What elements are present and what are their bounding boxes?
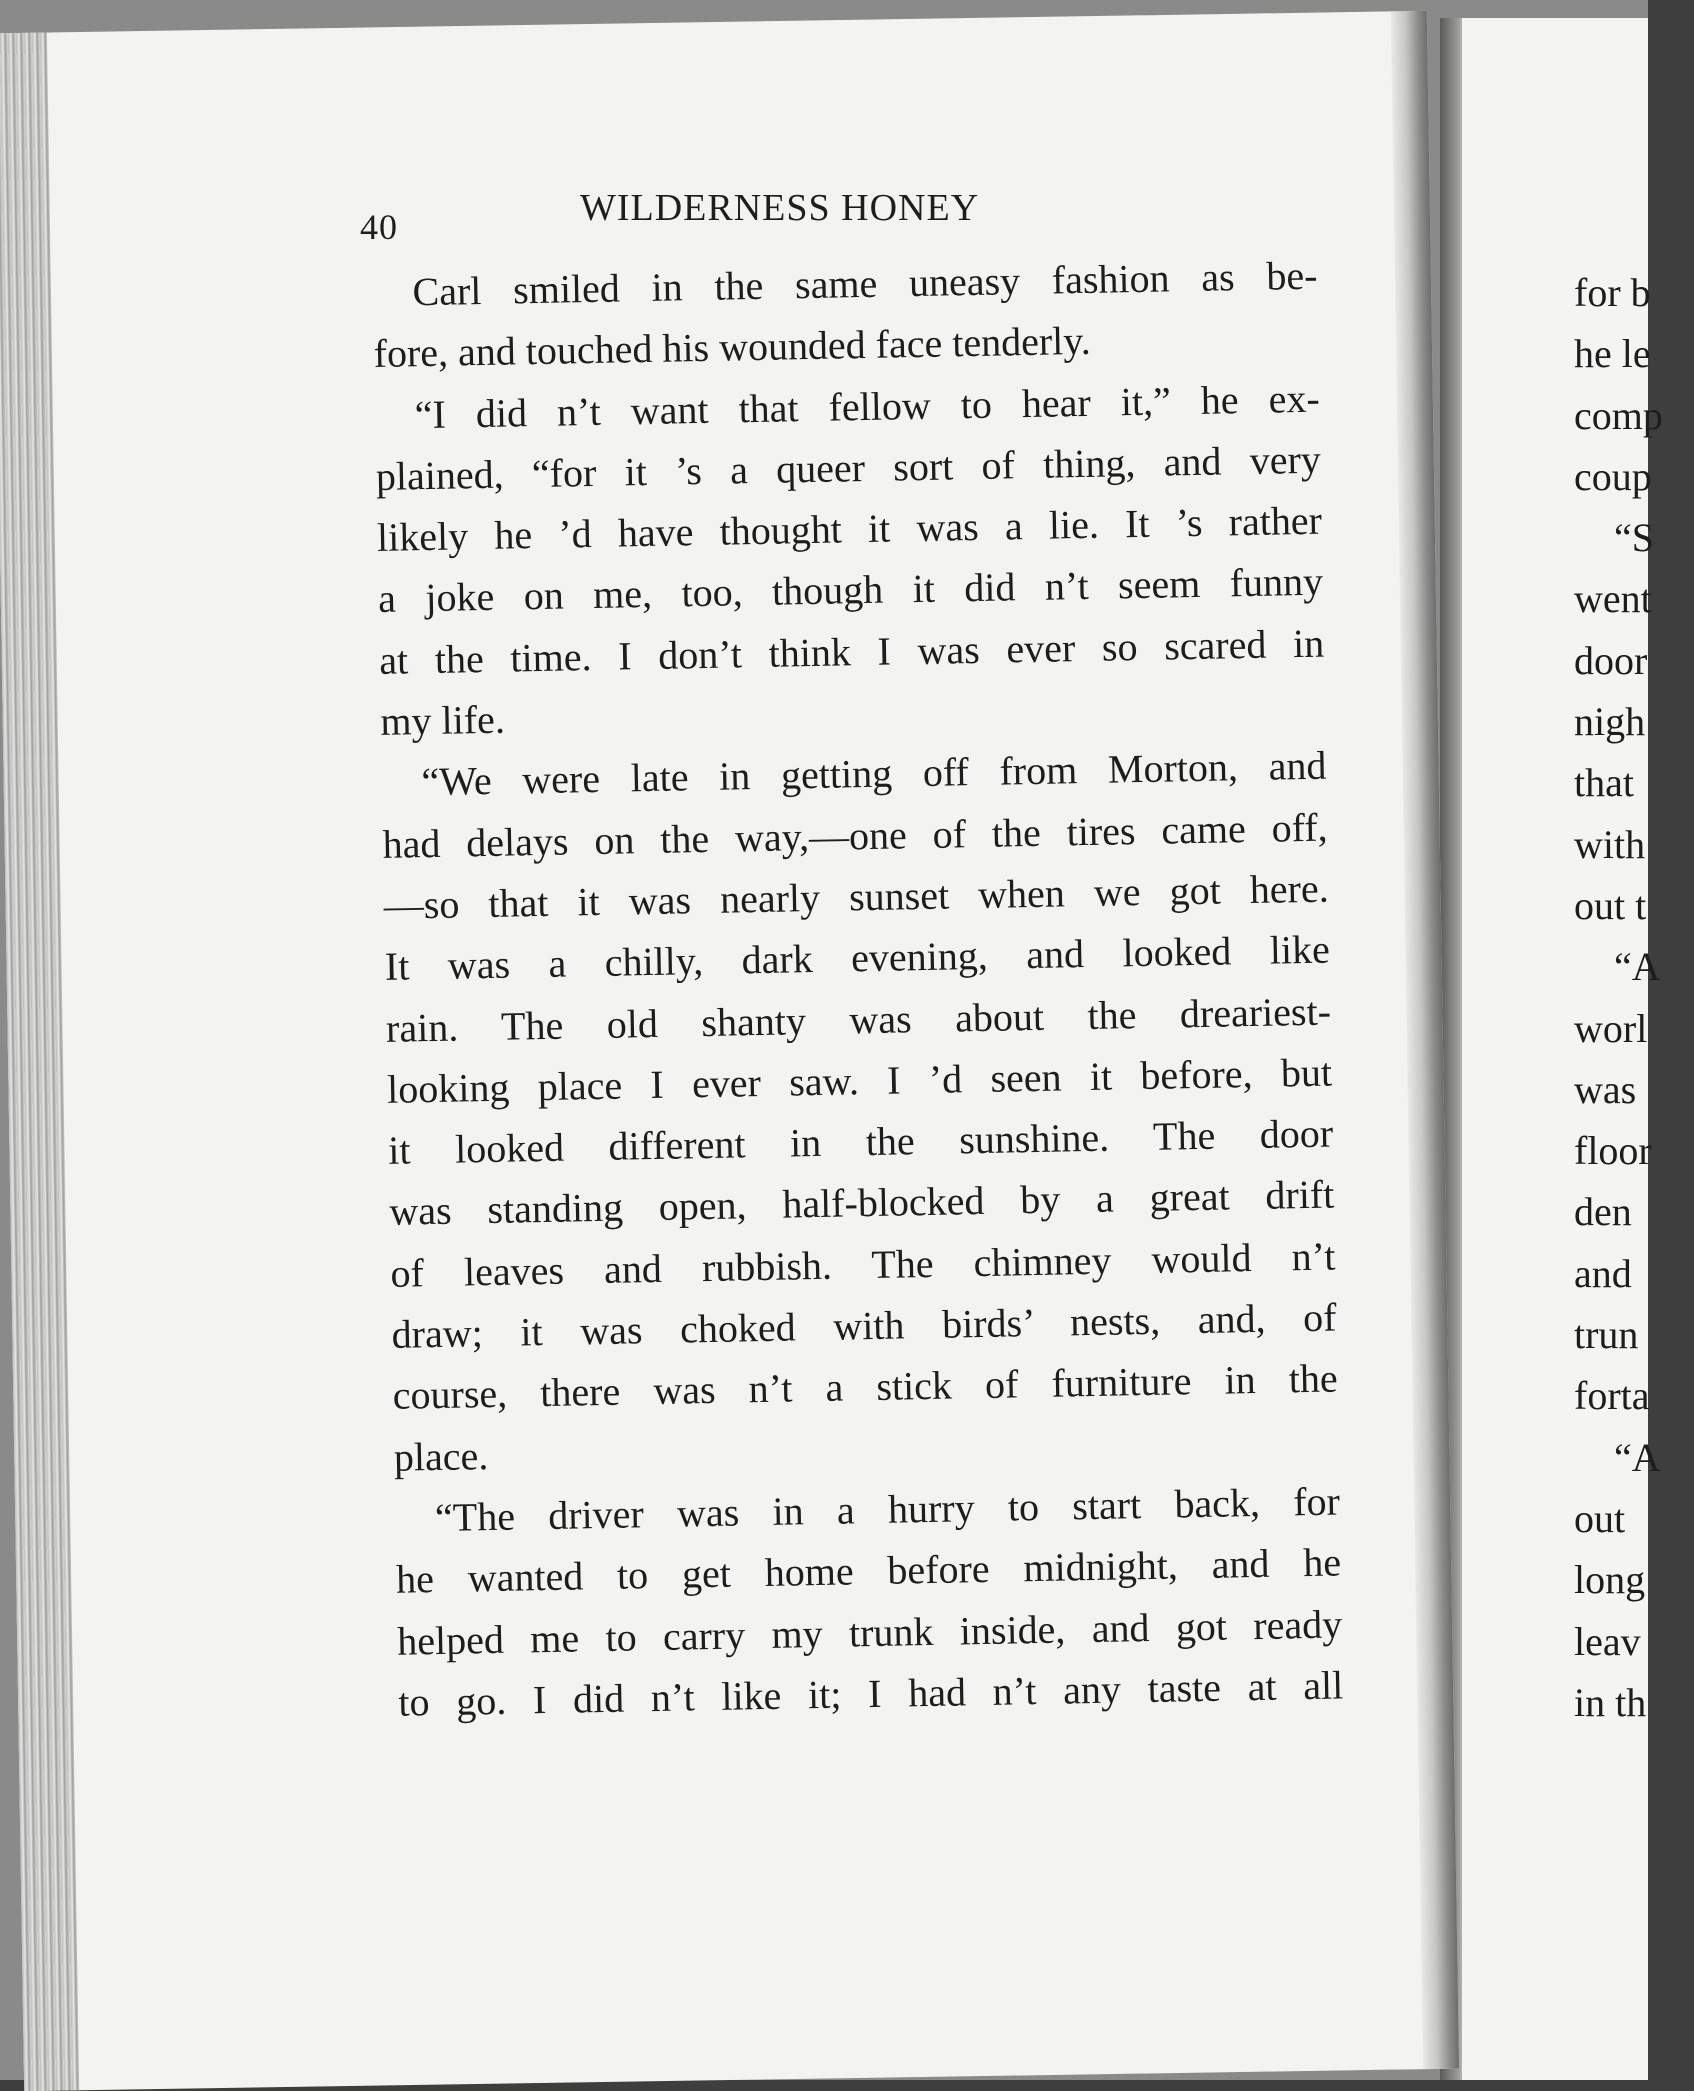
- text-fragment: went: [1574, 576, 1652, 622]
- text-line: it looked different in the sunshine. The door: [387, 1110, 1334, 1174]
- text-line: course, there was n’t a stick of furniture in the: [392, 1355, 1339, 1419]
- page-number: 40: [360, 207, 398, 247]
- text-fragment: out t: [1574, 882, 1647, 928]
- text-fragment: that: [1574, 760, 1634, 806]
- text-fragment: with: [1574, 821, 1646, 867]
- text-fragment: worl: [1574, 1005, 1648, 1051]
- text-line: plained, “for it ’s a queer sort of thing, and very: [375, 436, 1322, 499]
- running-head: [360, 186, 1080, 246]
- paragraph: [381, 735, 1339, 1488]
- text-line: had delays on the way,—one of the tires came off,: [382, 804, 1328, 867]
- running-title: WILDERNESS HONEY: [580, 187, 980, 229]
- text-line: fore, and touched his wounded face tenderly.: [373, 318, 1092, 377]
- text-line: at the time. I don’t think I was ever so scared in: [378, 620, 1325, 683]
- text-line: “The driver was in a hurry to start back, for: [434, 1478, 1341, 1540]
- right-page-text: [1574, 262, 1694, 1733]
- text-fragment: for b: [1574, 270, 1651, 315]
- text-fragment: comp: [1574, 392, 1663, 438]
- text-fragment: trun: [1574, 1312, 1639, 1358]
- text-fragment: forta: [1574, 1373, 1650, 1419]
- text-line: looking place I ever saw. I ’d seen it before, but: [386, 1049, 1333, 1112]
- text-line: likely he ’d have thought it was a lie. It ’s rather: [376, 497, 1323, 561]
- paragraph: [374, 367, 1326, 752]
- text-line: Carl smiled in the same uneasy fashion as be-: [412, 252, 1318, 315]
- text-line: to go. I did n’t like it; I had n’t any taste at all: [397, 1662, 1344, 1725]
- text-fragment: coup: [1574, 453, 1652, 499]
- text-line: place.: [393, 1432, 489, 1480]
- text-line: “We were late in getting off from Morton, and: [421, 742, 1327, 805]
- text-fragment: and: [1574, 1250, 1632, 1296]
- text-fragment: leav: [1574, 1618, 1641, 1664]
- text-fragment: was: [1574, 1066, 1637, 1112]
- text-line: —so that it was nearly sunset when we got here.: [383, 865, 1330, 928]
- text-line: rain. The old shanty was about the dreariest-: [385, 988, 1332, 1051]
- body-text: [372, 245, 1344, 1733]
- text-line: “I did n’t want that fellow to hear it,” he ex-: [414, 375, 1321, 437]
- text-fragment: in th: [1574, 1679, 1647, 1725]
- text-line: was standing open, half-blocked by a great drift: [388, 1171, 1335, 1235]
- text-fragment: “A: [1614, 944, 1661, 990]
- text-fragment: “A: [1614, 1434, 1661, 1480]
- paragraph: [394, 1470, 1343, 1732]
- text-fragment: den: [1574, 1189, 1632, 1235]
- text-fragment: door: [1574, 637, 1648, 683]
- text-line: of leaves and rubbish. The chimney would n’t: [390, 1233, 1336, 1296]
- text-line: a joke on me, too, though it did n’t seem funny: [377, 559, 1324, 622]
- text-line: my life.: [380, 696, 506, 744]
- text-line: helped me to carry my trunk inside, and got ready: [396, 1600, 1343, 1664]
- text-fragment: he le: [1574, 331, 1651, 377]
- text-fragment: out: [1574, 1495, 1626, 1541]
- text-fragment: “S: [1614, 515, 1654, 561]
- text-line: It was a chilly, dark evening, and looked like: [384, 926, 1331, 990]
- text-line: he wanted to get home before midnight, and he: [395, 1539, 1342, 1603]
- text-line: draw; it was choked with birds’ nests, and, of: [391, 1294, 1337, 1357]
- paragraph: [372, 245, 1319, 385]
- text-fragment: floor: [1574, 1128, 1652, 1174]
- text-fragment: nigh: [1574, 699, 1646, 745]
- text-fragment: long: [1574, 1557, 1646, 1603]
